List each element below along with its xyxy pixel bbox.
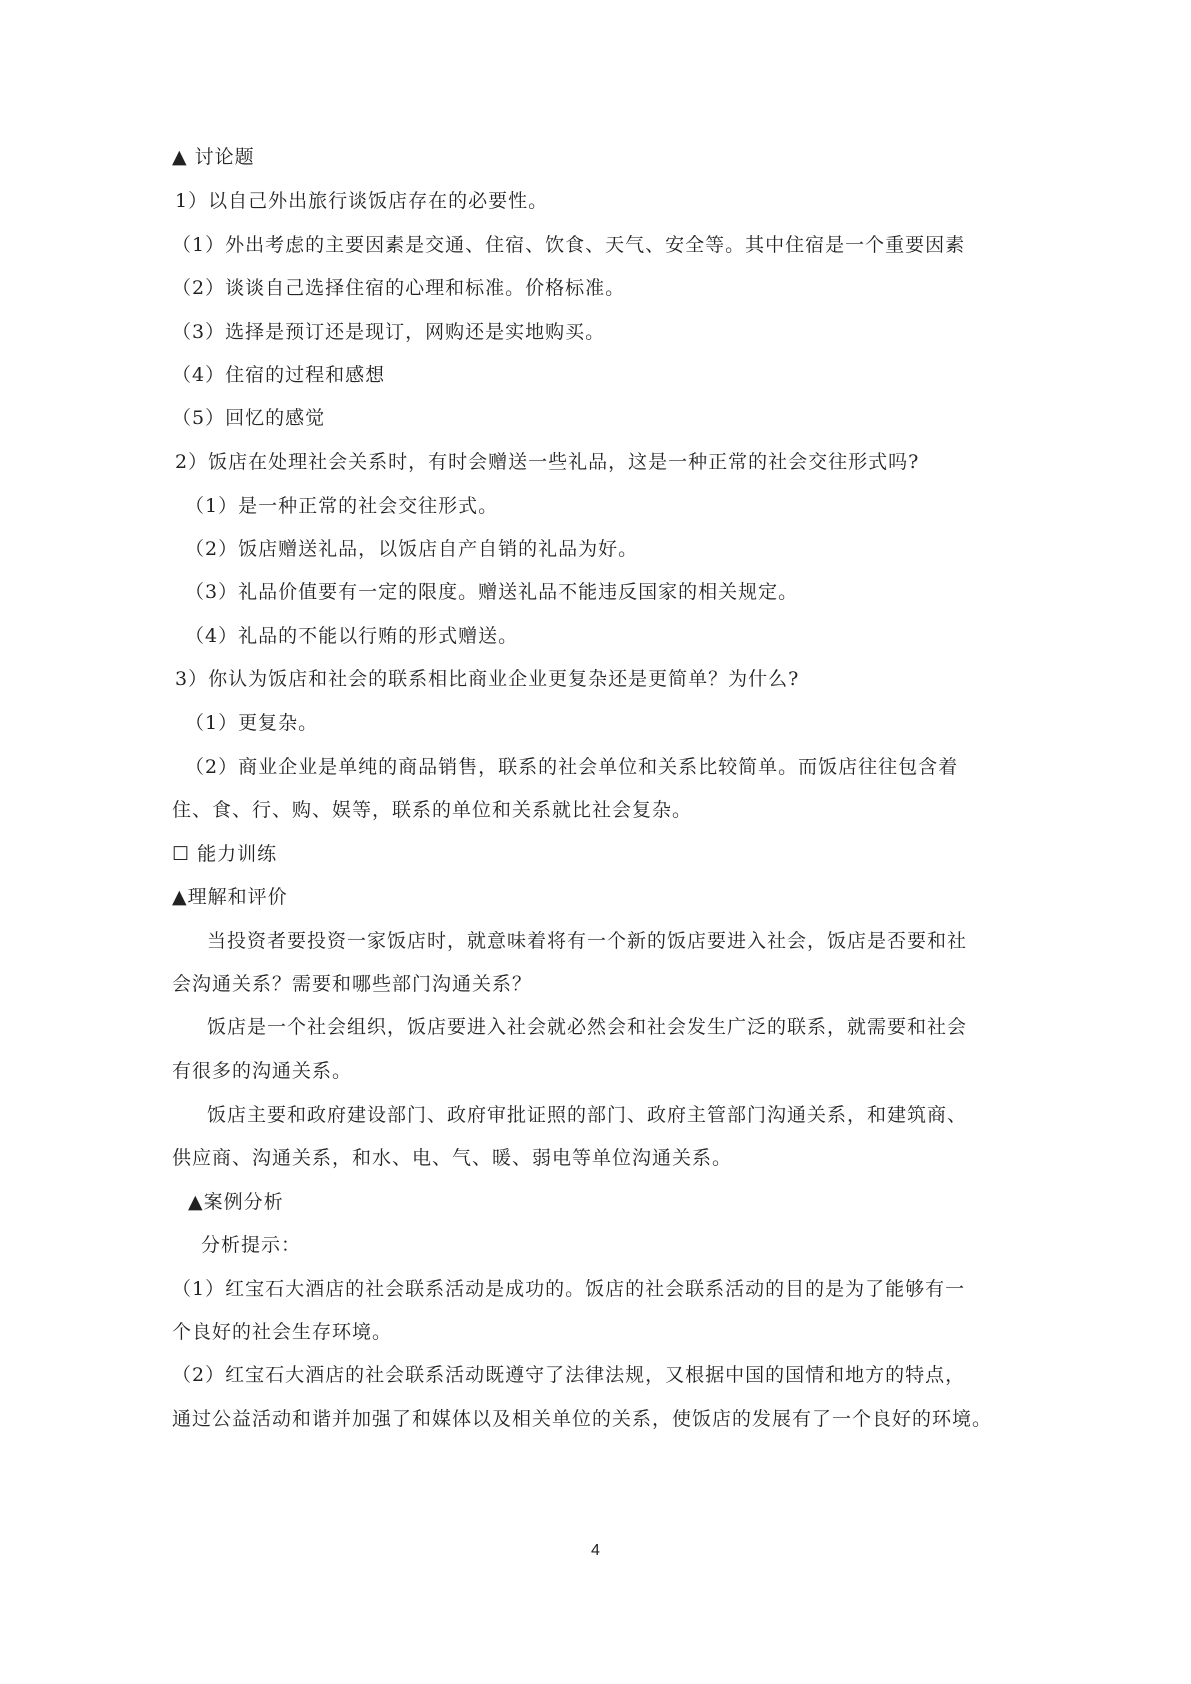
question-3-title: 3）你认为饭店和社会的联系相比商业企业更复杂还是更简单？为什么? <box>175 668 800 690</box>
question-1-item-4: （4）住宿的过程和感想 <box>172 364 386 386</box>
understanding-line-2: 会沟通关系？需要和哪些部门沟通关系？ <box>172 973 533 995</box>
question-2-item-3: （3）礼品价值要有一定的限度。赠送礼品不能违反国家的相关规定。 <box>185 581 799 603</box>
ability-heading: ☐ 能力训练 <box>172 843 278 865</box>
question-3-item-1: （1）更复杂。 <box>185 712 319 734</box>
understanding-heading: ▲理解和评价 <box>172 886 288 908</box>
question-1-item-2: （2）谈谈自己选择住宿的心理和标准。价格标准。 <box>172 277 626 299</box>
understanding-line-6: 供应商、沟通关系，和水、电、气、暖、弱电等单位沟通关系。 <box>172 1147 733 1169</box>
case-analysis-line-4: 通过公益活动和谐并加强了和媒体以及相关单位的关系，使饭店的发展有了一个良好的环境。 <box>172 1408 993 1430</box>
question-1-item-3: （3）选择是预订还是现订，网购还是实地购买。 <box>172 321 606 343</box>
question-1-item-5: （5）回忆的感觉 <box>172 407 326 429</box>
question-3-item-2-cont: 住、食、行、购、娱等，联系的单位和关系就比社会复杂。 <box>172 799 693 821</box>
case-analysis-line-2: 个良好的社会生存环境。 <box>172 1321 393 1343</box>
case-analysis-hint: 分析提示： <box>201 1234 302 1256</box>
question-1-item-1: （1）外出考虑的主要因素是交通、住宿、饮食、天气、安全等。其中住宿是一个重要因素 <box>172 234 966 256</box>
page-number: 4 <box>591 1542 600 1559</box>
understanding-line-1: 当投资者要投资一家饭店时，就意味着将有一个新的饭店要进入社会，饭店是否要和社 <box>207 930 968 952</box>
question-2-title: 2）饭店在处理社会关系时，有时会赠送一些礼品，这是一种正常的社会交往形式吗? <box>175 451 920 473</box>
question-2-item-4: （4）礼品的不能以行贿的形式赠送。 <box>185 625 519 647</box>
question-3-item-2: （2）商业企业是单纯的商品销售，联系的社会单位和关系比较简单。而饭店往往包含着 <box>185 756 959 778</box>
question-2-item-2: （2）饭店赠送礼品，以饭店自产自销的礼品为好。 <box>185 538 639 560</box>
understanding-line-4: 有很多的沟通关系。 <box>172 1060 353 1082</box>
case-analysis-heading: ▲案例分析 <box>188 1191 284 1213</box>
question-1-title: 1）以自己外出旅行谈饭店存在的必要性。 <box>175 190 549 212</box>
understanding-line-5: 饭店主要和政府建设部门、政府审批证照的部门、政府主管部门沟通关系，和建筑商、 <box>207 1104 968 1126</box>
understanding-line-3: 饭店是一个社会组织，饭店要进入社会就必然会和社会发生广泛的联系，就需要和社会 <box>207 1016 968 1038</box>
case-analysis-line-3: （2）红宝石大酒店的社会联系活动既遵守了法律法规，又根据中国的国情和地方的特点， <box>172 1364 966 1386</box>
case-analysis-line-1: （1）红宝石大酒店的社会联系活动是成功的。饭店的社会联系活动的目的是为了能够有一 <box>172 1278 966 1300</box>
discussion-heading: ▲ 讨论题 <box>172 146 255 168</box>
question-2-item-1: （1）是一种正常的社会交往形式。 <box>185 495 499 517</box>
